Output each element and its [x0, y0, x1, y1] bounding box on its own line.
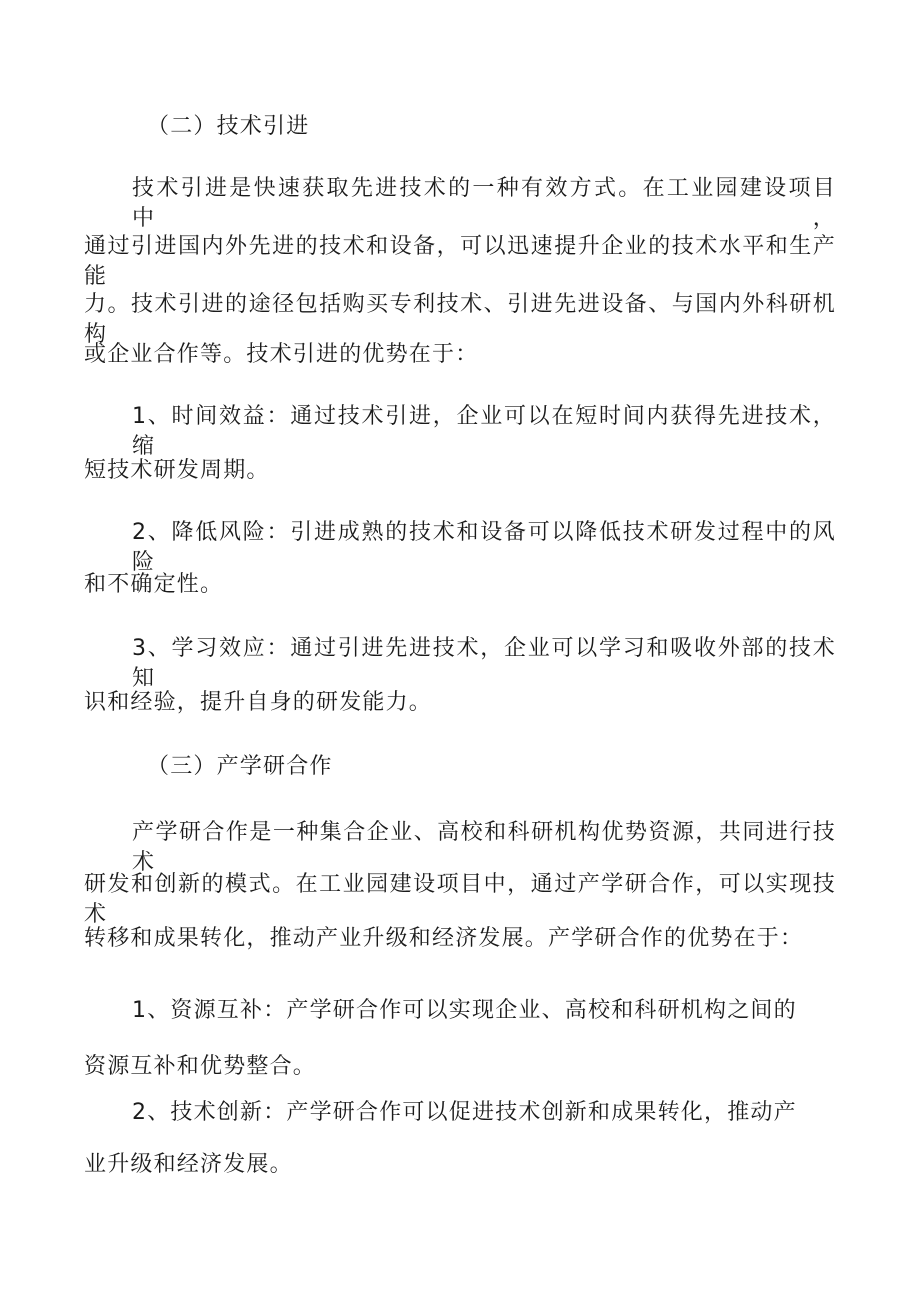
- list-item-line: 识和经验，提升自身的研发能力。: [84, 690, 433, 715]
- paragraph-line: 技术引进是快速获取先进技术的一种有效方式。在工业园建设项目中，: [132, 176, 836, 231]
- paragraph-line: 力。技术引进的途径包括购买专利技术、引进先进设备、与国内外科研机构: [84, 292, 836, 347]
- paragraph-line: 或企业合作等。技术引进的优势在于：: [84, 342, 479, 367]
- list-item-line: 1、资源互补：产学研合作可以实现企业、高校和科研机构之间的: [132, 998, 797, 1023]
- list-item-line: 短技术研发周期。: [84, 458, 270, 483]
- list-item-line: 3、学习效应：通过引进先进技术，企业可以学习和吸收外部的技术知: [132, 636, 836, 691]
- list-item-line: 业升级和经济发展。: [84, 1152, 293, 1177]
- list-item-line: 和不确定性。: [84, 572, 224, 597]
- list-item-line: 2、降低风险：引进成熟的技术和设备可以降低技术研发过程中的风险: [132, 520, 836, 575]
- paragraph-line: 转移和成果转化，推动产业升级和经济发展。产学研合作的优势在于：: [84, 926, 804, 951]
- list-item-line: 2、技术创新：产学研合作可以促进技术创新和成果转化，推动产: [132, 1100, 797, 1125]
- section-heading-industry-university-research: （三）产学研合作: [147, 754, 333, 779]
- paragraph-line: 研发和创新的模式。在工业园建设项目中，通过产学研合作，可以实现技术: [84, 872, 836, 927]
- paragraph-line: 通过引进国内外先进的技术和设备，可以迅速提升企业的技术水平和生产能: [84, 234, 836, 289]
- paragraph-line: 产学研合作是一种集合企业、高校和科研机构优势资源，共同进行技术: [132, 820, 836, 875]
- section-heading-technology-import: （二）技术引进: [147, 114, 310, 139]
- list-item-line: 资源互补和优势整合。: [84, 1054, 317, 1079]
- list-item-line: 1、时间效益：通过技术引进，企业可以在短时间内获得先进技术，缩: [132, 404, 836, 459]
